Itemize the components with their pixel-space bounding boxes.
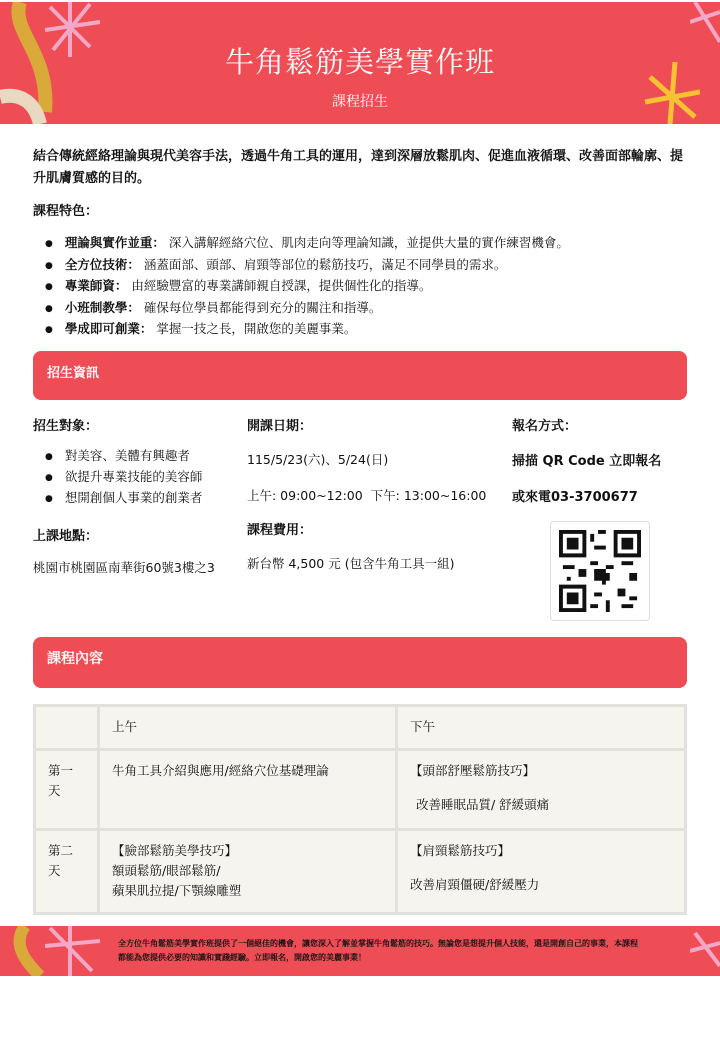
feature-text: 深入講解經絡穴位、肌肉走向等理論知識，並提供大量的實作練習機會。: [164, 235, 569, 250]
list-item: [45, 276, 569, 298]
pink-star-icon: [35, 2, 105, 62]
cell-line: 改善肩頸僵硬/舒緩壓力: [410, 877, 540, 892]
page-subtitle: 課程招生: [332, 94, 388, 110]
table-header-row: [35, 706, 686, 750]
features-heading: 課程特色：: [33, 204, 99, 219]
page-title: 牛角鬆筋美學實作班: [224, 45, 495, 79]
pm-cell: [397, 750, 686, 830]
list-item: ● 想開創個人事業的創業者: [45, 488, 202, 509]
yellow-star-icon: [640, 62, 700, 124]
pink-star-icon: [690, 2, 720, 52]
qr-code[interactable]: [550, 521, 650, 621]
am-cell: [99, 750, 397, 830]
feature-text: 確保每位學員都能得到充分的關注和指導。: [139, 299, 382, 315]
cell-line: 【肩頸鬆筋技巧】: [410, 843, 511, 858]
time-text: 上午: 09:00~12:00 下午: 13:00~16:00: [247, 488, 487, 503]
list-item: [45, 319, 569, 341]
feature-text: 掌握一技之長，開啟您的美麗事業。: [152, 321, 357, 336]
table-header-cell: 下午: [397, 706, 686, 750]
intro-text: 結合傳統經絡理論與現代美容手法，透過牛角工具的運用，達到深層放鬆肌肉、促進血液循環、改善面部輪廓、提升肌膚質感的目的。: [33, 149, 684, 186]
cell-line: 蘋果肌拉提/下顎線雕塑: [112, 883, 242, 898]
course-section-bar: 課程內容: [33, 637, 687, 688]
location-label: 上課地點：: [33, 529, 99, 544]
list-item: [45, 255, 569, 277]
decorative-swirl-icon: [0, 926, 110, 976]
qr-code-icon: [559, 530, 641, 612]
day-cell: 第二天: [35, 830, 99, 914]
date-label: 開課日期：: [247, 419, 313, 434]
pm-cell: [397, 830, 686, 914]
signup-phone[interactable]: 或來電03-3700677: [512, 490, 638, 505]
course-schedule-table: [33, 704, 687, 915]
header-banner: [0, 2, 720, 124]
list-item: ● 對美容、美體有興趣者: [45, 446, 202, 467]
fee-label: 課程費用：: [247, 523, 313, 538]
table-row: [35, 830, 686, 914]
fee-text: 新台幣 4,500 元 (包含牛角工具一組): [247, 556, 455, 571]
table-header-cell: 上午: [99, 706, 397, 750]
signup-label: 報名方式：: [512, 419, 578, 434]
cell-line: 額頭鬆筋/眼部鬆筋/: [112, 863, 221, 878]
target-label: 招生對象：: [33, 419, 99, 434]
features-list: [45, 233, 569, 341]
feature-title: 專業師資：: [64, 278, 128, 293]
feature-text: 涵蓋面部、頭部、肩頸等部位的鬆筋技巧，滿足不同學員的需求。: [139, 256, 507, 272]
feature-title: 全方位技術：: [64, 256, 140, 272]
footer-banner: [0, 926, 720, 976]
cell-line: 牛角工具介紹與應用/經絡穴位基礎理論: [112, 763, 329, 778]
pink-star-icon: [690, 931, 720, 971]
location-text: 桃園市桃園區南華街60號3樓之3: [33, 560, 215, 575]
feature-title: 理論與實作並重：: [64, 235, 165, 250]
day-cell: 第一天: [35, 750, 99, 830]
enroll-section-bar: 招生資訊: [33, 351, 687, 400]
list-item: ● 欲提升專業技能的美容師: [45, 467, 202, 488]
signup-qr-text: 掃描 QR Code 立即報名: [512, 454, 662, 469]
table-header-cell: [35, 706, 99, 750]
cell-line: 【臉部鬆筋美學技巧】: [112, 843, 238, 858]
target-list: [45, 446, 202, 509]
feature-title: 學成即可創業：: [64, 321, 153, 336]
table-row: [35, 750, 686, 830]
am-cell: [99, 830, 397, 914]
list-item: [45, 233, 569, 255]
feature-text: 由經驗豐富的專業講師親自授課，提供個性化的指導。: [127, 278, 432, 293]
feature-title: 小班制教學：: [64, 299, 140, 315]
cell-line: 改善睡眠品質/ 舒緩頭痛: [416, 797, 550, 812]
cell-line: 【頭部舒壓鬆筋技巧】: [410, 763, 536, 778]
footer-text: 全方位牛角鬆筋美學實作班提供了一個絕佳的機會，讓您深入了解並掌握牛角鬆筋的技巧。無論您是想提升個人技能，還是開創自己的事業，本課程都能為您提供必要的知識和實踐經驗。立即報名，開啟您的美麗事業！: [118, 939, 638, 962]
list-item: [45, 298, 569, 320]
date-text: 115/5/23(六)、5/24(日): [247, 452, 389, 467]
